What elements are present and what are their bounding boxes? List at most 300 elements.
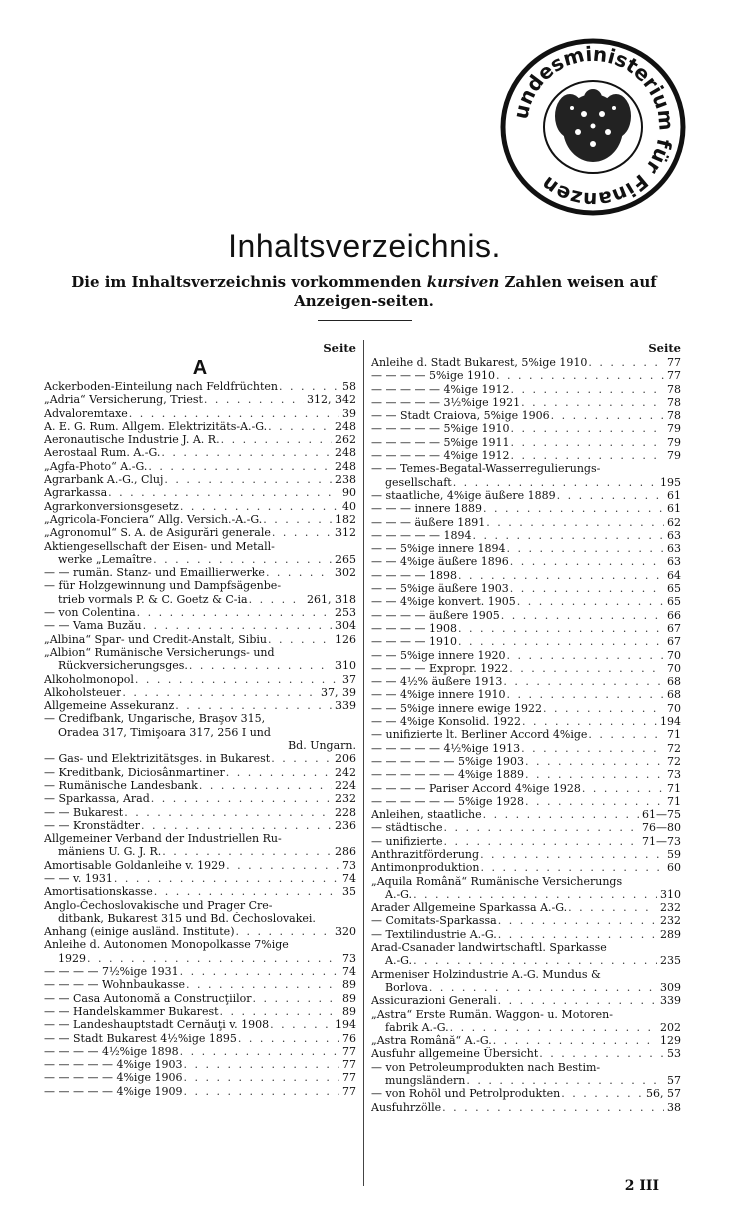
entry-page: 76—80	[642, 821, 681, 835]
entry-page: 320	[335, 925, 356, 939]
index-entry	[44, 872, 356, 885]
entry-page: 232	[660, 901, 681, 915]
dot-leader	[270, 752, 332, 765]
entry-page: 70	[667, 701, 681, 715]
entry-title: ditbank, Bukarest 315 und Bd. Čechoslovakei.	[58, 911, 316, 925]
entry-page: 194	[660, 715, 681, 729]
left-seite-header: Seite	[323, 341, 356, 355]
index-entry	[371, 688, 681, 701]
entry-page: 65	[667, 582, 681, 596]
entry-title: Ackerboden-Einteilung nach Feldfrüchten	[44, 380, 279, 393]
entry-page: 70	[667, 661, 681, 675]
entry-page	[353, 912, 356, 925]
dot-leader	[524, 768, 664, 781]
entry-title: A. E. G. Rum. Allgem. Elektrizitäts-A.-G.	[44, 419, 268, 433]
entry-title: — — — — — 4%ige 1909	[44, 1084, 183, 1098]
entry-title: — — — innere 1889	[371, 502, 482, 516]
entry-page	[353, 899, 356, 912]
dot-leader	[497, 928, 657, 941]
entry-title: Agrarkonversionsgesetz	[44, 499, 179, 513]
dot-leader	[524, 795, 664, 808]
index-entry	[371, 954, 681, 967]
entry-page	[353, 646, 356, 659]
entry-page: 74	[342, 871, 356, 885]
entry-title: Anleihe d. Stadt Bukarest, 5%ige 1910	[371, 356, 588, 369]
index-entry	[44, 819, 356, 832]
entry-page	[678, 968, 681, 981]
entry-title: — — — — — — 4%ige 1889	[371, 768, 524, 782]
entry-title: mungsländern	[385, 1074, 466, 1088]
entry-title: gesellschaft	[385, 475, 452, 489]
dot-leader	[613, 1008, 678, 1021]
index-entry	[371, 914, 681, 927]
dot-leader	[600, 1061, 678, 1074]
index-entry	[371, 622, 681, 635]
dot-leader	[485, 516, 664, 529]
entry-page: 194	[335, 1018, 356, 1032]
dot-leader	[443, 835, 639, 848]
index-entry	[371, 422, 681, 435]
dot-leader	[252, 992, 339, 1005]
title-divider	[318, 320, 412, 321]
dot-leader	[271, 526, 332, 539]
dot-leader	[520, 742, 664, 755]
entry-title: Ausfuhrzölle	[371, 1100, 442, 1114]
index-entry	[371, 369, 681, 382]
entry-title: — — — — — 4½%ige 1913	[371, 741, 521, 755]
index-entry	[371, 808, 681, 821]
entry-page: 66	[667, 608, 681, 622]
entry-page: 242	[335, 765, 356, 779]
entry-page: 67	[667, 635, 681, 649]
entry-title: Assicurazioni Generali	[371, 994, 497, 1008]
entry-title: Ausfuhr allgemeine Übersicht	[371, 1047, 539, 1061]
dot-leader	[289, 938, 353, 951]
right-seite-header: Seite	[648, 341, 681, 355]
entry-title: — — — — Pariser Accord 4%ige 1928	[371, 781, 581, 795]
index-entry	[44, 1058, 356, 1071]
index-entry	[44, 433, 356, 446]
index-entry	[371, 476, 681, 489]
entry-title: Advaloremtaxe	[44, 406, 128, 420]
entry-title: „Albion“ Rumänische Versicherungs- und	[44, 645, 275, 659]
dot-leader	[147, 460, 332, 473]
entry-title: „Agricola-Fonciera“ Allg. Versich.-A.-G.	[44, 512, 263, 526]
dot-leader	[262, 513, 332, 526]
index-entry	[371, 516, 681, 529]
dot-leader	[412, 954, 657, 967]
dot-leader	[174, 699, 332, 712]
dot-leader	[457, 569, 664, 582]
entry-title: — — 4%ige innere 1910	[371, 688, 506, 702]
dot-leader	[509, 555, 664, 568]
entry-title: — — 4%ige konvert. 1905	[371, 595, 516, 609]
index-entry	[44, 540, 356, 553]
entry-page: 61	[667, 502, 681, 516]
index-entry	[371, 795, 681, 808]
dot-leader	[508, 662, 664, 675]
dot-leader	[179, 1045, 339, 1058]
entry-page: 129	[660, 1034, 681, 1048]
entry-title: werke „Lemaître	[58, 552, 153, 566]
entry-title: Anhang (einige ausländ. Institute)	[44, 925, 235, 939]
index-entry	[44, 686, 356, 699]
index-entry	[371, 821, 681, 834]
dot-leader	[581, 782, 664, 795]
index-entry	[371, 861, 681, 874]
entry-page: 232	[335, 792, 356, 806]
dot-leader	[44, 739, 288, 752]
entry-title: Oradea 317, Timişoara 317, 256 I und	[58, 725, 271, 739]
dot-leader	[220, 433, 332, 446]
entry-page	[678, 1061, 681, 1074]
index-entry	[371, 635, 681, 648]
entry-page: 53	[667, 1047, 681, 1061]
index-entry	[44, 859, 356, 872]
index-entry	[44, 420, 356, 433]
entry-title: Anleihe d. Autonomen Monopolkasse 7%ige	[44, 938, 289, 952]
dot-leader	[275, 540, 353, 553]
entry-page: 312	[335, 526, 356, 540]
index-entry	[44, 779, 356, 792]
entry-page: 56, 57	[646, 1087, 681, 1101]
entry-title: — von Colentina	[44, 606, 136, 620]
entry-title: Agrarkassa	[44, 486, 108, 500]
dot-leader	[428, 981, 657, 994]
dot-leader	[121, 686, 318, 699]
entry-title: — — — — — 5%ige 1911	[371, 435, 510, 449]
dot-leader	[235, 925, 333, 938]
index-entry	[371, 1061, 681, 1074]
entry-page: 89	[342, 1004, 356, 1018]
entry-title: — — Kronstädter	[44, 818, 141, 832]
entry-title: Antimonproduktion	[371, 861, 480, 875]
entry-page: 71	[667, 781, 681, 795]
index-entry	[44, 553, 356, 566]
dot-leader	[607, 941, 678, 954]
entry-page: 286	[335, 845, 356, 859]
index-entry	[44, 393, 356, 406]
entry-page: 265	[335, 552, 356, 566]
index-entry	[371, 356, 681, 369]
entry-title: — — v. 1931	[44, 871, 113, 885]
index-entry	[44, 806, 356, 819]
dot-leader	[443, 821, 640, 834]
dot-leader	[225, 766, 332, 779]
dot-leader	[269, 1018, 332, 1031]
entry-page: 73	[342, 858, 356, 872]
index-entry	[44, 646, 356, 659]
dot-leader	[516, 595, 664, 608]
entry-page: 40	[342, 499, 356, 513]
index-entry	[371, 1074, 681, 1087]
dot-leader	[457, 622, 664, 635]
index-entry	[44, 712, 356, 725]
dot-leader	[123, 806, 332, 819]
entry-page: 304	[335, 619, 356, 633]
index-entry	[371, 1101, 681, 1114]
dot-leader	[412, 888, 657, 901]
entry-page	[353, 832, 356, 845]
index-entry	[44, 659, 356, 672]
dot-leader	[86, 952, 339, 965]
entry-page: 253	[335, 606, 356, 620]
entry-page: 89	[342, 978, 356, 992]
entry-page: 238	[335, 473, 356, 487]
dot-leader	[316, 912, 353, 925]
index-entry	[371, 782, 681, 795]
entry-title: Arad-Csanader landwirtschaftl. Sparkasse	[371, 941, 607, 955]
entry-page: 73	[667, 768, 681, 782]
index-entry	[44, 938, 356, 951]
dot-leader	[500, 609, 664, 622]
dot-leader	[509, 582, 664, 595]
dot-leader	[465, 1074, 664, 1087]
entry-page: 248	[335, 446, 356, 460]
index-entry	[44, 593, 356, 606]
entry-title: — — Bukarest	[44, 805, 124, 819]
entry-title: Amortisationskasse	[44, 885, 153, 899]
dot-leader	[495, 369, 664, 382]
entry-page: 232	[660, 914, 681, 928]
dot-leader	[179, 500, 339, 513]
dot-leader	[524, 755, 664, 768]
index-entry	[44, 500, 356, 513]
dot-leader	[567, 901, 657, 914]
entry-page: 74	[342, 965, 356, 979]
entry-page: 302	[335, 566, 356, 580]
dot-leader	[163, 473, 332, 486]
entry-title: Bd. Ungarn.	[288, 739, 356, 753]
index-entry	[371, 675, 681, 688]
index-entry	[371, 1008, 681, 1021]
entry-title: — von Petroleumprodukten nach Bestim-	[371, 1060, 601, 1074]
dot-leader	[510, 449, 665, 462]
entry-title: — Gas- und Elektrizitätsges. in Bukarest	[44, 752, 271, 766]
dot-leader	[521, 715, 657, 728]
index-entry	[44, 752, 356, 765]
entry-title: — — Casa Autonomă a Construcţiilor	[44, 991, 252, 1005]
dot-leader	[225, 859, 339, 872]
index-entry	[371, 875, 681, 888]
dot-leader	[153, 885, 339, 898]
dot-leader	[273, 899, 354, 912]
dot-leader	[179, 965, 339, 978]
entry-page: 72	[667, 741, 681, 755]
dot-leader	[520, 396, 664, 409]
entry-title: Aerostaal Rum. A.-G.	[44, 446, 161, 460]
entry-page	[353, 579, 356, 592]
entry-title: Aeronautische Industrie J. A. R.	[44, 433, 220, 447]
entry-page: 182	[335, 512, 356, 526]
entry-page: 89	[342, 991, 356, 1005]
dot-leader	[587, 356, 664, 369]
index-entry	[371, 409, 681, 422]
index-entry	[371, 1087, 681, 1100]
entry-title: — Credifbank, Ungarische, Braşov 315,	[44, 712, 266, 726]
index-entry	[44, 1045, 356, 1058]
dot-leader	[140, 819, 332, 832]
index-entry	[371, 768, 681, 781]
dot-leader	[505, 688, 664, 701]
entry-title: — — — — — — 5%ige 1928	[371, 794, 524, 808]
entry-title: Allgemeine Assekuranz	[44, 699, 175, 713]
entry-page: 64	[667, 568, 681, 582]
index-entry	[44, 407, 356, 420]
index-entry	[44, 912, 356, 925]
entry-title: — unifizierte	[371, 834, 443, 848]
entry-title: — Rumänische Landesbank	[44, 778, 198, 792]
entry-page: 61—75	[642, 808, 681, 822]
column-divider	[363, 340, 364, 1186]
entry-title: mäniens U. G. J. R.	[58, 845, 162, 859]
dot-leader	[601, 968, 678, 981]
dot-leader	[550, 409, 664, 422]
dot-leader	[265, 566, 332, 579]
entry-title: Anthrazitförderung	[371, 847, 480, 861]
entry-title: Anleihen, staatliche	[371, 808, 482, 822]
entry-page: 77	[342, 1058, 356, 1072]
dot-leader	[237, 1032, 339, 1045]
entry-page: 77	[667, 369, 681, 383]
entry-title: — — 4%ige Konsolid. 1922	[371, 715, 521, 729]
index-entry	[371, 848, 681, 861]
index-entry	[371, 529, 681, 542]
index-entry	[44, 925, 356, 938]
entry-page: 78	[667, 395, 681, 409]
entry-page: 68	[667, 688, 681, 702]
entry-title: trieb vormals P. & C. Goetz & C-ia	[58, 592, 248, 606]
dot-leader	[622, 875, 678, 888]
entry-title: — Comitats-Sparkassa	[371, 914, 497, 928]
entry-title: Borlova	[385, 980, 428, 994]
dot-leader	[278, 380, 339, 393]
dot-leader	[160, 446, 332, 459]
index-entry	[371, 383, 681, 396]
entry-title: — — — — — 5%ige 1910	[371, 422, 510, 436]
dot-leader	[142, 619, 332, 632]
index-entry	[44, 513, 356, 526]
dot-leader	[479, 848, 664, 861]
entry-title: Allgemeiner Verband der Industriellen Ru-	[44, 832, 282, 846]
entry-page: 236	[335, 818, 356, 832]
index-entry	[371, 728, 681, 741]
entry-title: Rückversicherungsges.	[58, 659, 188, 673]
dot-leader	[510, 436, 665, 449]
left-column	[44, 340, 356, 1098]
dot-leader	[497, 914, 657, 927]
entry-title: — — — — — 4%ige 1903	[44, 1058, 183, 1072]
dot-leader	[449, 1021, 657, 1034]
entry-title: „Adria“ Versicherung, Triest	[44, 393, 203, 407]
entry-page: 77	[342, 1071, 356, 1085]
dot-leader	[457, 635, 664, 648]
index-entry	[44, 1005, 356, 1018]
entry-title: — Kreditbank, Diciosânmartiner	[44, 765, 225, 779]
index-entry	[371, 755, 681, 768]
entry-title: — unifizierte lt. Berliner Accord 4%ige	[371, 728, 588, 742]
entry-title: „Albina“ Spar- und Credit-Anstalt, Sibiu	[44, 632, 267, 646]
index-entry	[44, 952, 356, 965]
dot-leader	[282, 832, 353, 845]
entry-page	[678, 875, 681, 888]
index-entry	[44, 885, 356, 898]
entry-page: 63	[667, 542, 681, 556]
index-entry	[371, 449, 681, 462]
entry-page: 35	[342, 885, 356, 899]
entry-title: Aktiengesellschaft der Eisen- und Metall-	[44, 539, 275, 553]
entry-page: 202	[660, 1020, 681, 1034]
index-entry	[44, 606, 356, 619]
dot-leader	[183, 1085, 340, 1098]
entry-title: — — Stadt Craiova, 5%ige 1906	[371, 409, 550, 423]
index-entry	[44, 473, 356, 486]
dot-leader	[271, 726, 353, 739]
entry-title: 1929	[58, 951, 86, 965]
ministry-stamp	[498, 36, 688, 218]
entry-page	[353, 540, 356, 553]
dot-leader	[560, 1087, 643, 1100]
right-column	[371, 340, 681, 1114]
dot-leader	[219, 1005, 339, 1018]
dot-leader	[107, 486, 339, 499]
entry-title: „Astra Română“ A.-G.	[371, 1034, 492, 1048]
index-entry	[371, 1021, 681, 1034]
dot-leader	[150, 792, 332, 805]
entry-page: 195	[660, 475, 681, 489]
dot-leader	[492, 1034, 657, 1047]
entry-title: — — Handelskammer Bukarest	[44, 1004, 219, 1018]
entry-page: 61	[667, 488, 681, 502]
entry-title: — für Holzgewinnung und Dampfsägenbe-	[44, 579, 282, 593]
dot-leader	[587, 728, 664, 741]
entry-title: — Sparkassa, Arad	[44, 792, 150, 806]
index-entry	[371, 1034, 681, 1047]
dot-leader	[113, 872, 339, 885]
index-entry	[371, 489, 681, 502]
dot-leader	[281, 579, 353, 592]
dot-leader	[275, 646, 353, 659]
index-entry	[371, 928, 681, 941]
index-entry	[44, 739, 356, 752]
entry-page: 63	[667, 528, 681, 542]
entry-title: Agrarbank A.-G., Cluj	[44, 473, 164, 487]
entry-page	[678, 941, 681, 954]
dot-leader	[452, 476, 657, 489]
dot-leader	[265, 712, 353, 725]
dot-leader	[136, 606, 332, 619]
subtitle-text-after: Zahlen weisen auf Anzeigen-seiten.	[294, 273, 657, 310]
index-entry	[44, 526, 356, 539]
dot-leader	[600, 462, 678, 475]
dot-leader	[248, 593, 304, 606]
section-letter: A	[192, 357, 208, 379]
index-entry	[371, 396, 681, 409]
index-entry	[44, 965, 356, 978]
entry-page: 309	[660, 980, 681, 994]
entry-title: — — — — — 4%ige 1912	[371, 382, 510, 396]
entry-page	[353, 726, 356, 739]
entry-title: — — — — 1910	[371, 635, 457, 649]
entry-title: fabrik A.-G.	[385, 1020, 449, 1034]
index-entry	[44, 579, 356, 592]
entry-page: 39	[342, 406, 356, 420]
entry-page: 71—73	[642, 834, 681, 848]
entry-title: — — 5%ige innere ewige 1922	[371, 701, 542, 715]
entry-page: 126	[335, 632, 356, 646]
index-entry	[371, 582, 681, 595]
dot-leader	[183, 1058, 340, 1071]
